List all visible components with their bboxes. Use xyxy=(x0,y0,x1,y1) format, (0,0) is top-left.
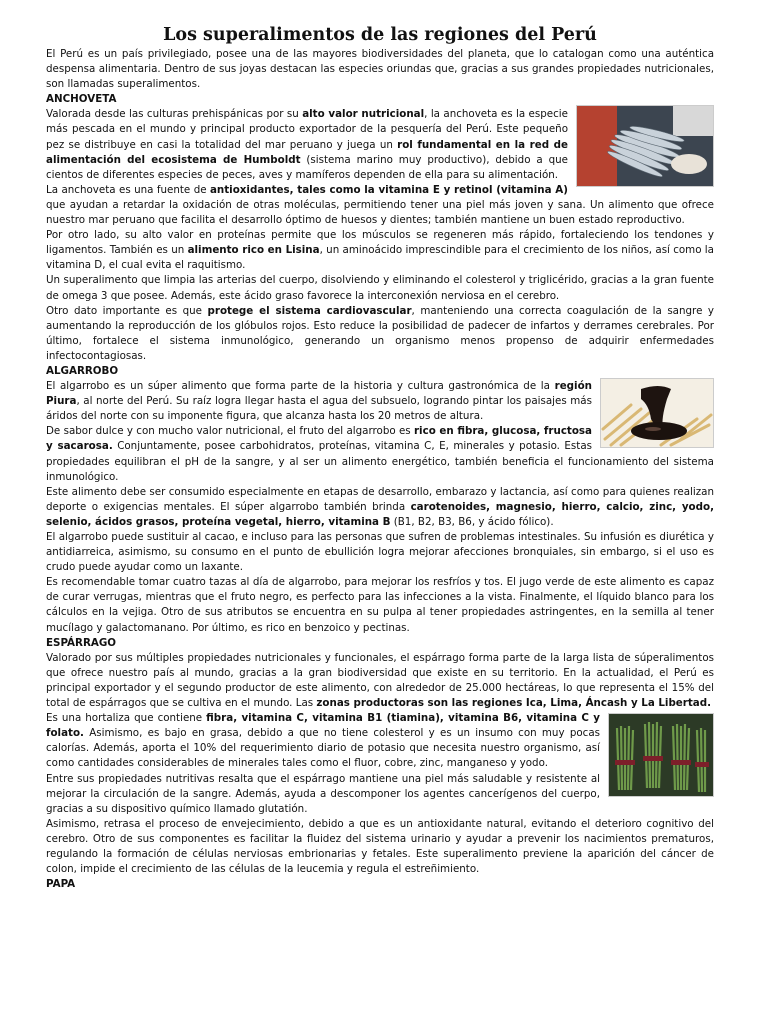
algarrobo-paragraph-5 xyxy=(46,575,714,635)
text-run: Es una hortaliza que contiene xyxy=(46,712,207,725)
esparrago-paragraph-4 xyxy=(46,817,714,877)
intro-paragraph: El Perú es un país privilegiado, posee una de las mayores biodiversidades del planeta, que lo catalogan como una auténtica despensa alimentaria. Dentro de sus joyas destacan las especies oriundas que, gracias a sus grandes propiedades nutricionales, son llamadas superalimentos. xyxy=(46,48,714,91)
text-run: , al norte del Perú. Su raíz logra llegar hasta el agua del subsuelo, logrando pintar los paisajes más áridos del norte con su imponente figura, que alcanza hasta los 20 metros de altura. xyxy=(46,395,592,423)
text-run: , la anchoveta es la especie más pescada en el mundo y principal producto exportador de la pesquería del Perú. Este pequeño pez se distribuye en casi la totalidad del mar peruano y juega un xyxy=(46,108,568,151)
text-run: que ayudan a retardar la oxidación de otras moléculas, permitiendo tener una piel más joven y sana. Un alimento que ofrece nuestro mar peruano que facilita el desarrollo óptimo de huesos y dientes; también mantiene un buen estado reproductivo. xyxy=(46,198,714,227)
text-run: Otro dato importante es que xyxy=(46,304,208,317)
papa-heading: PAPA xyxy=(46,878,76,891)
anchoveta-paragraph-2 xyxy=(46,183,714,228)
text-run: Entre sus propiedades nutritivas resalta que el espárrago mantiene una piel más saludable y resistente al mejorar la circulación de la sangre. Además, ayuda a descomponer los agentes cancerígenos del cuerpo, gracias a su dispositivo químico llamado glutatión. xyxy=(46,772,600,815)
text-run: El algarrobo es un súper alimento que forma parte de la historia y cultura gastronómica de la xyxy=(46,380,555,393)
esparrago-heading: ESPÁRRAGO xyxy=(46,636,117,649)
algarrobo-photo xyxy=(600,378,714,448)
text-run: Asimismo, retrasa el proceso de envejecimiento, debido a que es un antioxidante natural, evitando el deterioro cognitivo del cerebro. Otro de sus componentes es facilitar la fluidez del sistema urinario y ayudar a prevenir los nacimientos prematuros, regulando la formación de células nerviosas embrionarias y fetales. Este superalimento previene la aparición del cáncer de colon, impide el crecimiento de las células de la leucemia y regula el estreñimiento. xyxy=(46,817,714,876)
text-run: El algarrobo puede sustituir al cacao, e incluso para las personas que sufren de problemas intestinales. Su infusión es diurética y antidiarreica, asimismo, su consumo en el punto de ebullición logra mejorar afecciones bronquiales, sin embargo, si el uso es crudo puede ayudar como un laxante. xyxy=(46,531,714,574)
bold-text-run: protege el sistema cardiovascular xyxy=(207,304,412,317)
page-title: Los superalimentos de las regiones del Perú xyxy=(163,25,597,45)
algarrobo-heading: ALGARROBO xyxy=(46,364,119,377)
bold-text-run: zonas productoras son las regiones Ica, Lima, Áncash y La Libertad. xyxy=(316,697,712,710)
text-run: Valorado por sus múltiples propiedades nutricionales y funcionales, el espárrago forma parte de la larga lista de súperalimentos que ofrece nuestro país al mundo, gracias a la gran biodiversidad que existe en su territorio. En la actualidad, el Perú es principal exportador y el segundo productor de este alimento, con alrededor de 25.000 hectáreas, lo que representa el 15% del total de espárragos que se cultiva en el mundo. Las xyxy=(46,651,714,710)
anchoveta-paragraph-3 xyxy=(46,228,714,273)
bold-text-run: carotenoides, magnesio, hierro, calcio, zinc, yodo, selenio, ácidos grasos, proteína vegetal, hierro, vitamina B xyxy=(46,500,714,528)
text-run: Valorada desde las culturas prehispánicas por su xyxy=(46,108,303,121)
anchoveta-paragraph-4 xyxy=(46,273,714,303)
bold-text-run: alto valor nutricional xyxy=(302,108,425,121)
anchoveta-photo xyxy=(576,105,714,187)
algarrobo-paragraph-4 xyxy=(46,530,714,575)
esparrago-paragraph-1 xyxy=(46,651,714,711)
text-run: La anchoveta es una fuente de xyxy=(46,183,210,196)
text-run: (sistema marino muy productivo), debido a que cientos de diferentes especies de peces, aves y mamíferos dependen de ella para su alimentación. xyxy=(46,153,568,181)
text-run: Por otro lado, su alto valor en proteínas permite que los músculos se regeneren más rápido, fortaleciendo los tendones y ligamentos. También es un xyxy=(46,229,714,257)
bold-text-run: fibra, vitamina C, vitamina B1 (tiamina), vitamina B6, vitamina C y folato. xyxy=(46,712,600,740)
text-run: , un aminoácido imprescindible para el crecimiento de los niños, así como la vitamina D, el cual evita el raquitismo. xyxy=(46,244,714,272)
algarrobo-paragraph-3 xyxy=(46,485,714,530)
bold-text-run: rol fundamental en la red de alimentación del ecosistema de Humboldt xyxy=(46,138,568,166)
text-run: (B1, B2, B3, B6, y ácido fólico). xyxy=(390,515,554,528)
anchoveta-paragraph-5 xyxy=(46,304,714,364)
text-run: Un superalimento que limpia las arterias del cuerpo, disolviendo y eliminando el colesterol y triglicérido, gracias a la gran fuente de omega 3 que posee. Además, este ácido graso favorece la interconexión nerviosa en el cerebro. xyxy=(46,274,714,302)
esparrago-photo xyxy=(608,713,714,797)
anchoveta-heading: ANCHOVETA xyxy=(46,93,117,106)
text-run: De sabor dulce y con mucho valor nutricional, el fruto del algarrobo es xyxy=(46,425,414,438)
document-page xyxy=(46,24,714,892)
bold-text-run: rico en fibra, glucosa, fructosa y sacarosa. xyxy=(46,425,592,453)
text-run: Conjuntamente, posee carbohidratos, proteínas, vitamina C, E, minerales y potasio. Estas propiedades equilibran el pH de la sangre, y al ser un alimento energético, también beneficia el funcionamiento del sistema inmunológico. xyxy=(46,440,714,483)
bold-text-run: alimento rico en Lisina xyxy=(187,244,320,257)
bold-text-run: antioxidantes, tales como la vitamina E y retinol (vitamina A) xyxy=(209,183,568,196)
text-run: Asimismo, es bajo en grasa, debido a que no tiene colesterol y es un insumo con muy pocas calorías. Además, aporta el 10% del requerimiento diario de potasio que necesita nuestro organismo, así como cantidades considerables de minerales tales como el fluor, cobre, zinc, manganeso y yodo. xyxy=(46,727,600,770)
bold-text-run: región Piura xyxy=(46,380,592,408)
text-run: , manteniendo una correcta coagulación de la sangre y aumentando la reproducción de los glóbulos rojos. Esto reduce la posibilidad de padecer de infartos y derrames cerebrales. Por último, fortalece el sistema inmunológico, generando un organismo menos propenso de adquirir enfermedades infectocontagiosas. xyxy=(46,304,715,362)
text-run: Este alimento debe ser consumido especialmente en etapas de desarrollo, embarazo y lactancia, así como para quienes realizan deporte o exigencias mentales. El súper algarrobo también brinda xyxy=(46,485,714,513)
text-run: Es recomendable tomar cuatro tazas al día de algarrobo, para mejorar los resfríos y tos. El jugo verde de este alimento es capaz de curar verrugas, mientras que el fruto negro, es perfecto para las infecciones a la vista. Finalmente, el líquido blanco para los cálculos en la vejiga. Otro de sus atributos se encuentra en su pulpa al tener propiedades astringentes, en la semilla al tener mucílago y galactomanano. Por último, es rico en benzoico y pectinas. xyxy=(46,576,714,634)
